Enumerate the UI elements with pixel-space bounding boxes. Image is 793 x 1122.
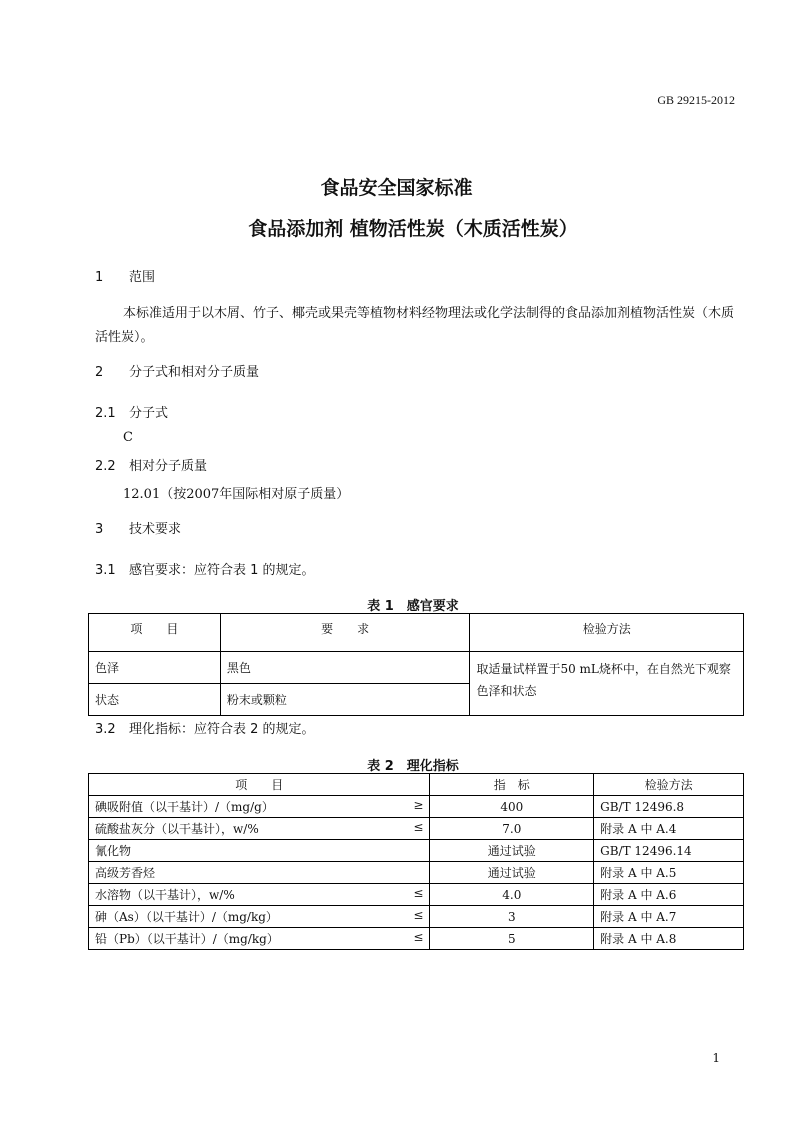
table-2-caption: 表 2 理化指标	[367, 759, 459, 774]
value-cell: 通过试验	[430, 862, 594, 884]
header-cell: 检验方法	[594, 774, 744, 796]
section-3-1-heading	[95, 559, 315, 578]
section-title: 技术要求	[129, 522, 182, 537]
standard-code: GB 29215-2012	[657, 93, 735, 107]
section-title: 理化指标：应符合表 2 的规定。	[129, 722, 315, 737]
method-cell: 附录 A 中 A.4	[594, 818, 744, 840]
table-header-row	[89, 774, 744, 796]
header-cell: 项 目	[89, 614, 221, 652]
comparison-symbol: ≤	[413, 908, 424, 922]
item-cell	[89, 884, 430, 906]
table-2-physicochemical	[88, 773, 744, 950]
value-cell: 7.0	[430, 818, 594, 840]
value-cell: 4.0	[430, 884, 594, 906]
requirement-cell: 粉末或颗粒	[220, 684, 470, 716]
comparison-symbol: ≥	[413, 798, 424, 812]
comparison-symbol: ≤	[413, 820, 424, 834]
table-row	[89, 818, 744, 840]
item-cell	[89, 818, 430, 840]
item-cell: 状态	[89, 684, 221, 716]
method-cell: 附录 A 中 A.5	[594, 862, 744, 884]
header-cell: 指 标	[430, 774, 594, 796]
section-title: 相对分子质量	[129, 459, 208, 474]
comparison-symbol: ≤	[413, 930, 424, 944]
table-row	[89, 906, 744, 928]
item-label: 碘吸附值（以干基计）/（mg/g）	[95, 800, 274, 814]
section-number: 2	[95, 365, 104, 380]
item-label: 砷（As）（以干基计）/（mg/kg）	[95, 910, 278, 924]
molecular-mass: 12.01（按2007年国际相对原子质量）	[123, 487, 350, 502]
requirement-cell: 黑色	[220, 652, 470, 684]
item-cell	[89, 840, 430, 862]
item-label: 铅（Pb）（以干基计）/（mg/kg）	[95, 932, 279, 946]
comparison-symbol: ≤	[413, 886, 424, 900]
table-row	[89, 862, 744, 884]
item-cell	[89, 796, 430, 818]
item-cell	[89, 928, 430, 950]
table-row	[89, 796, 744, 818]
item-cell	[89, 906, 430, 928]
item-label: 氰化物	[95, 844, 132, 858]
section-number: 3	[95, 522, 104, 537]
header-cell: 检验方法	[470, 614, 744, 652]
table-1-sensory	[88, 613, 744, 716]
section-1-body: 本标准适用于以木屑、竹子、椰壳或果壳等植物材料经物理法或化学法制得的食品添加剂植物活性炭（木质活性炭）。	[95, 306, 735, 345]
method-cell: 附录 A 中 A.7	[594, 906, 744, 928]
section-1-heading	[95, 266, 155, 285]
section-number: 3.1	[95, 563, 116, 578]
section-number: 3.2	[95, 722, 116, 737]
page-number: 1	[712, 1051, 720, 1065]
method-cell: 附录 A 中 A.8	[594, 928, 744, 950]
method-cell: 取适量试样置于50 mL烧杯中，在自然光下观察色泽和状态	[470, 652, 744, 716]
section-3-2-heading	[95, 718, 315, 737]
molecular-formula: C	[123, 430, 133, 445]
method-cell: GB/T 12496.8	[594, 796, 744, 818]
item-label: 水溶物（以干基计），w/%	[95, 888, 235, 902]
section-2-heading	[95, 361, 259, 380]
item-label: 高级芳香烃	[95, 866, 156, 880]
table-row	[89, 652, 744, 684]
section-title: 感官要求：应符合表 1 的规定。	[129, 563, 315, 578]
value-cell: 5	[430, 928, 594, 950]
item-cell	[89, 862, 430, 884]
table-header-row	[89, 614, 744, 652]
document-title: 食品安全国家标准	[320, 177, 473, 199]
item-label: 硫酸盐灰分（以干基计），w/%	[95, 822, 259, 836]
section-title: 分子式和相对分子质量	[129, 365, 260, 380]
value-cell: 3	[430, 906, 594, 928]
value-cell: 400	[430, 796, 594, 818]
method-cell: 附录 A 中 A.6	[594, 884, 744, 906]
table-row	[89, 928, 744, 950]
item-cell: 色泽	[89, 652, 221, 684]
section-number: 2.1	[95, 406, 116, 421]
table-row	[89, 884, 744, 906]
header-cell: 项 目	[89, 774, 430, 796]
header-cell: 要 求	[220, 614, 470, 652]
section-2-1-heading	[95, 402, 168, 421]
document-subtitle: 食品添加剂 植物活性炭（木质活性炭）	[248, 218, 578, 240]
section-number: 1	[95, 270, 104, 285]
table-row	[89, 840, 744, 862]
method-cell: GB/T 12496.14	[594, 840, 744, 862]
section-2-2-heading	[95, 455, 207, 474]
value-cell: 通过试验	[430, 840, 594, 862]
section-title: 范围	[129, 270, 156, 285]
section-title: 分子式	[129, 406, 169, 421]
table-1-caption: 表 1 感官要求	[367, 599, 459, 614]
section-3-heading	[95, 518, 181, 537]
section-number: 2.2	[95, 459, 116, 474]
